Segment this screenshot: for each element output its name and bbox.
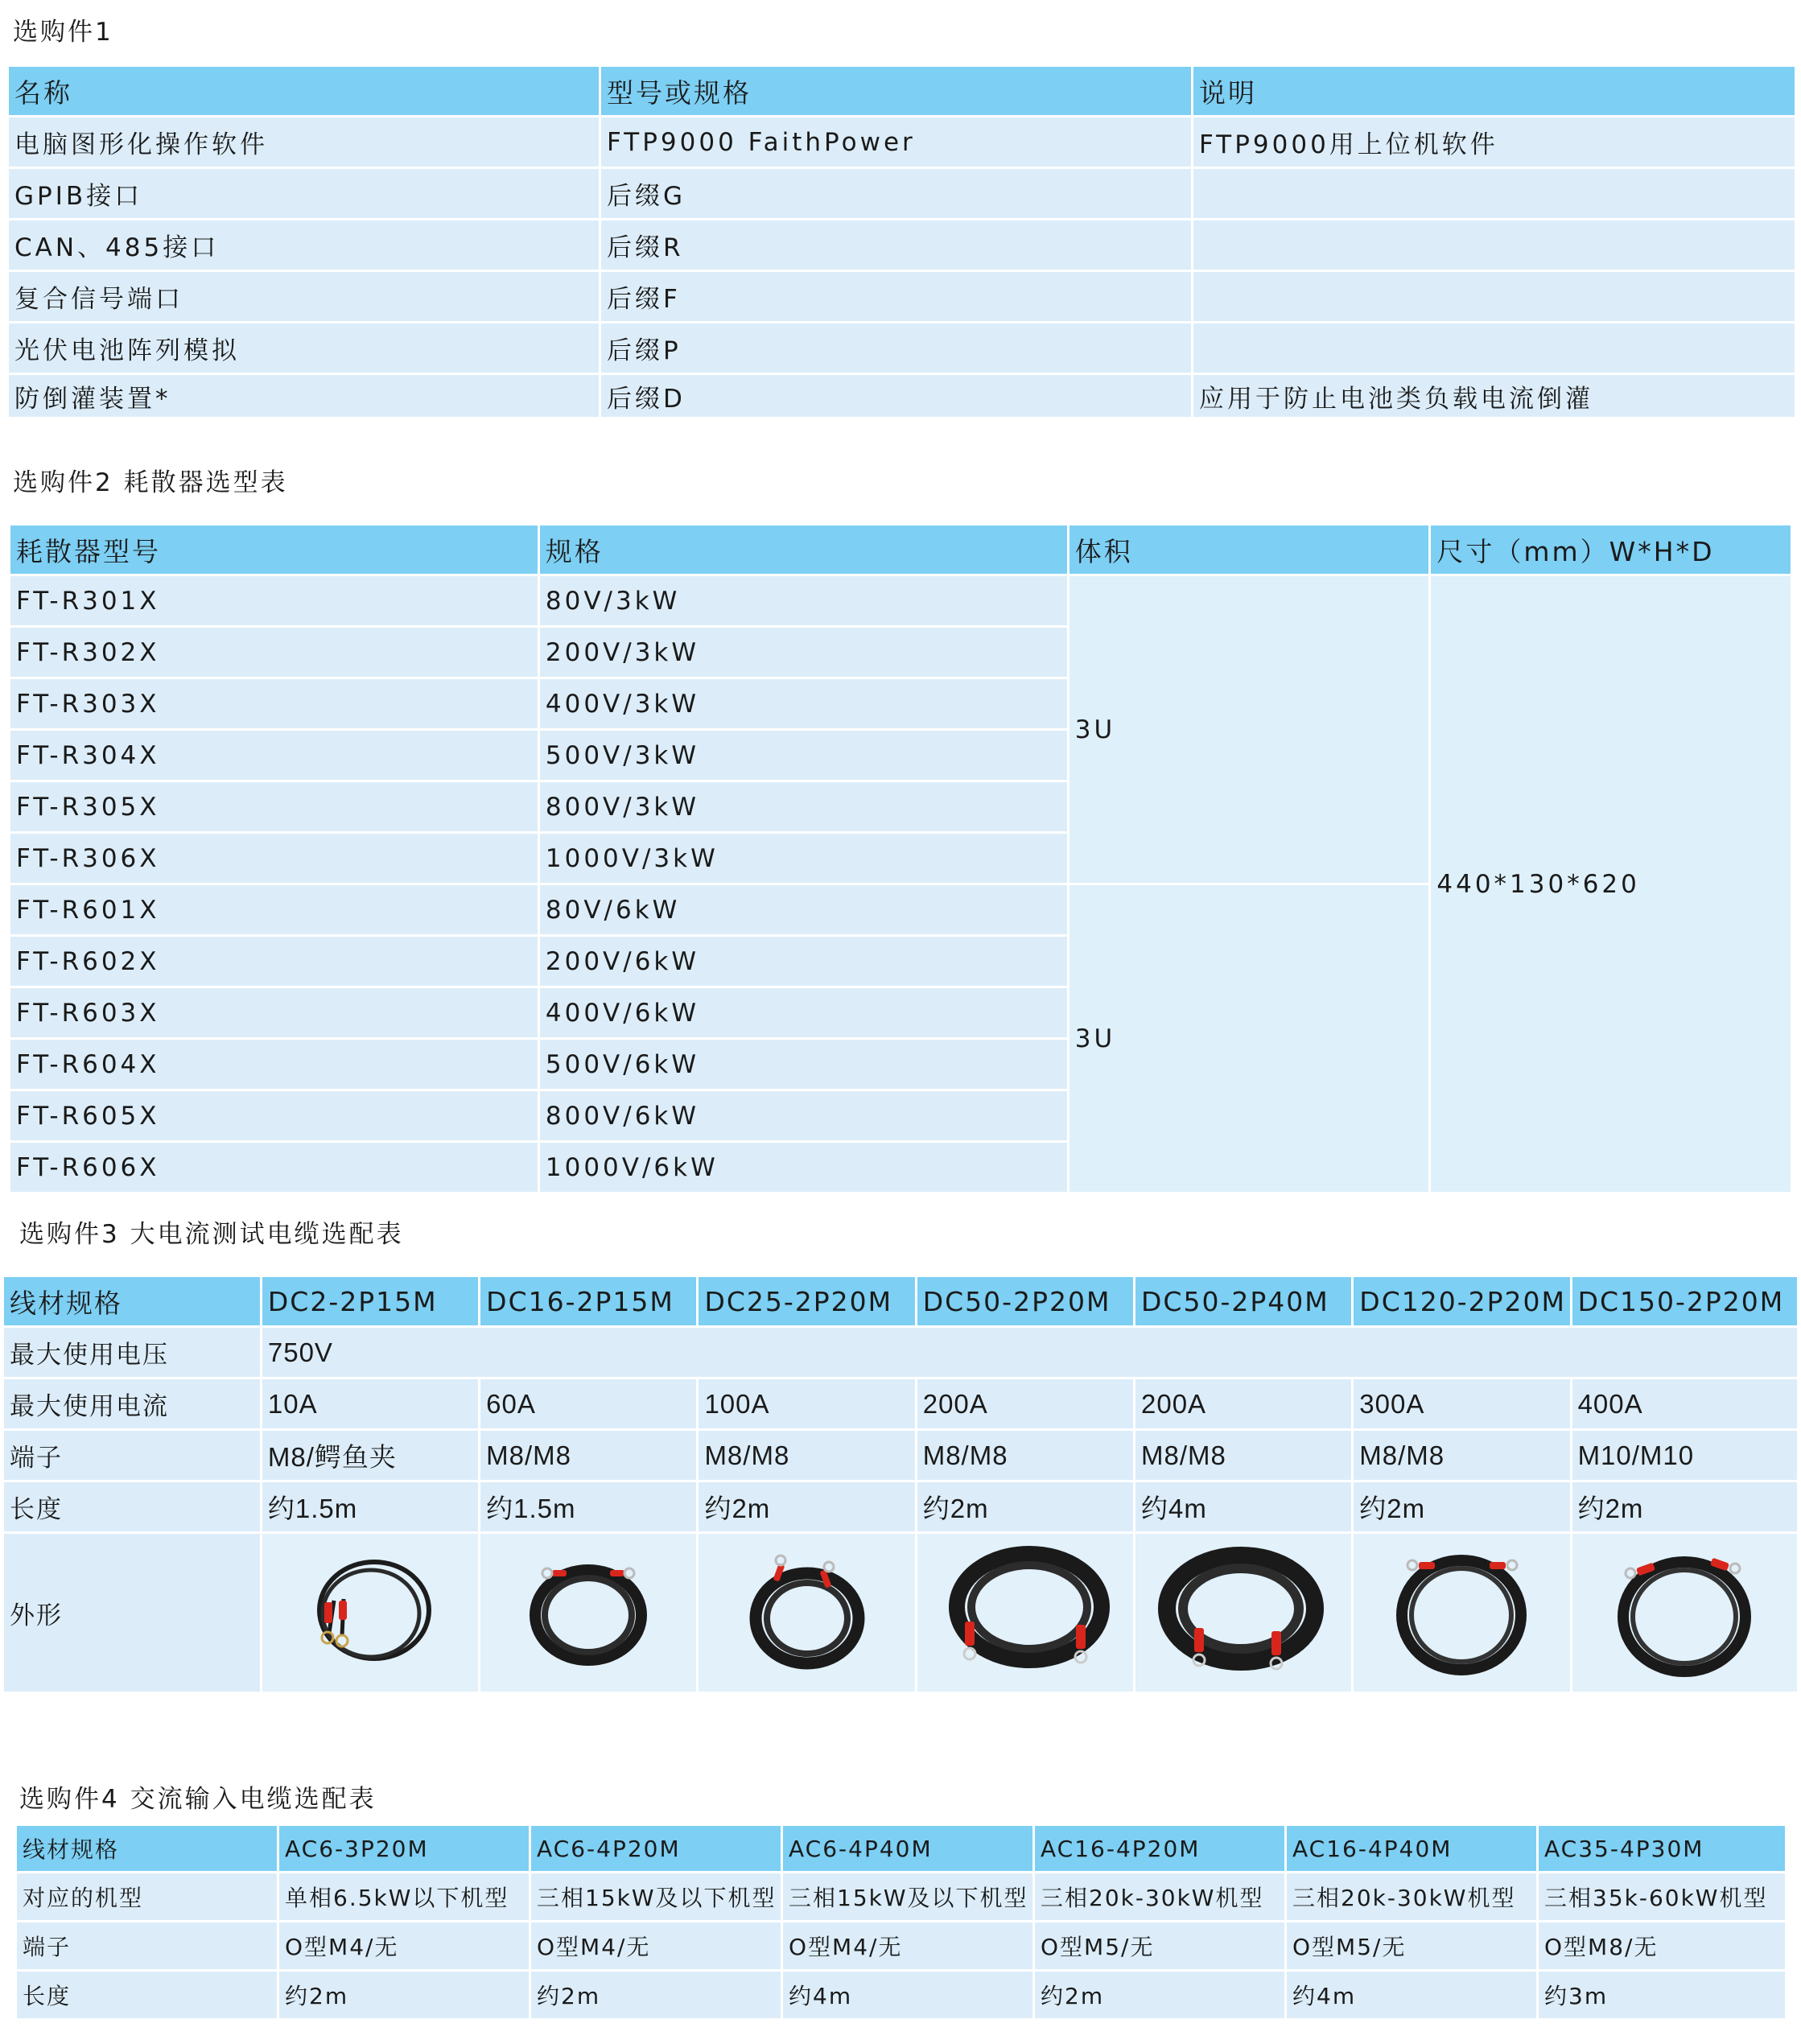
terminal-value: M8/M8 — [1354, 1431, 1569, 1480]
model-header: AC6-4P40M — [783, 1826, 1032, 1871]
table-cell: 后缀D — [601, 375, 1191, 417]
terminal-value: O型M4/无 — [783, 1922, 1032, 1969]
cable-image-cell — [1572, 1534, 1797, 1692]
table-cell: FT-R605X — [10, 1091, 538, 1140]
length-value: 约2m — [1572, 1482, 1797, 1531]
model-header: DC120-2P20M — [1354, 1277, 1569, 1325]
model-header: DC25-2P20M — [699, 1277, 914, 1325]
table-cell: 光伏电池阵列模拟 — [9, 323, 599, 373]
table-cell: FT-R304X — [10, 731, 538, 780]
row-label-max-current: 最大使用电流 — [4, 1379, 260, 1428]
table-cell: FT-R305X — [10, 782, 538, 831]
volume-cell-3kw: 3U — [1069, 576, 1429, 883]
row-header-cable-spec: 线材规格 — [17, 1826, 277, 1871]
table-cell: FT-R603X — [10, 988, 538, 1037]
accessory-table-1 — [6, 64, 1797, 419]
row-label-machine: 对应的机型 — [17, 1873, 277, 1920]
table-cell: FT-R601X — [10, 885, 538, 934]
row-label-max-voltage: 最大使用电压 — [4, 1328, 260, 1377]
model-header: AC35-4P30M — [1539, 1826, 1785, 1871]
model-header: AC16-4P20M — [1035, 1826, 1284, 1871]
row-label-length: 长度 — [4, 1482, 260, 1531]
cable-coil-dc120-image — [1385, 1544, 1538, 1681]
cable-coil-dc50-40m-image — [1151, 1544, 1336, 1681]
length-value: 约2m — [279, 1972, 529, 2018]
max-current-value: 60A — [480, 1379, 696, 1428]
length-value: 约4m — [1135, 1482, 1351, 1531]
table-cell: 800V/6kW — [540, 1091, 1067, 1140]
terminal-value: M8/鳄鱼夹 — [262, 1431, 478, 1480]
max-current-value: 100A — [699, 1379, 914, 1428]
table-cell: GPIB接口 — [9, 169, 599, 218]
cable-coil-dc50-20m-image — [933, 1544, 1118, 1681]
table-cell: 200V/6kW — [540, 937, 1067, 986]
ac-cable-table — [14, 1824, 1787, 2021]
dissipator-table — [8, 523, 1793, 1194]
table-cell: 800V/3kW — [540, 782, 1067, 831]
table-cell: CAN、485接口 — [9, 220, 599, 270]
cable-image-cell — [262, 1534, 478, 1692]
terminal-value: M8/M8 — [699, 1431, 914, 1480]
terminal-value: M8/M8 — [1135, 1431, 1351, 1480]
terminal-value: O型M5/无 — [1035, 1922, 1284, 1969]
table-cell: 80V/6kW — [540, 885, 1067, 934]
table-cell: 防倒灌装置* — [9, 375, 599, 417]
terminal-value: O型M5/无 — [1287, 1922, 1536, 1969]
table-cell: 后缀R — [601, 220, 1191, 270]
max-current-value: 200A — [1135, 1379, 1351, 1428]
cable-image-cell — [699, 1534, 914, 1692]
table-cell: 后缀G — [601, 169, 1191, 218]
table-cell: 200V/3kW — [540, 628, 1067, 677]
model-header: AC16-4P40M — [1287, 1826, 1536, 1871]
cable-coil-dc150-image — [1608, 1544, 1761, 1681]
table-cell: 1000V/6kW — [540, 1143, 1067, 1192]
length-value: 约4m — [1287, 1972, 1536, 2018]
table-cell — [1193, 323, 1795, 373]
table-cell: 400V/3kW — [540, 679, 1067, 728]
cable-coil-dc2-image — [302, 1552, 439, 1673]
row-label-length: 长度 — [17, 1972, 277, 2018]
length-value: 约2m — [531, 1972, 781, 2018]
max-current-value: 200A — [917, 1379, 1133, 1428]
terminal-value: M10/M10 — [1572, 1431, 1797, 1480]
model-header: AC6-3P20M — [279, 1826, 529, 1871]
model-header: DC16-2P15M — [480, 1277, 696, 1325]
dimensions-cell: 440*130*620 — [1431, 576, 1791, 1192]
table-cell: 后缀P — [601, 323, 1191, 373]
col-header-dissipator-model: 耗散器型号 — [10, 525, 538, 574]
col-header-model: 型号或规格 — [601, 67, 1191, 115]
table-cell — [1193, 272, 1795, 321]
cable-image-cell — [1354, 1534, 1569, 1692]
machine-value: 单相6.5kW以下机型 — [279, 1873, 529, 1920]
machine-value: 三相35k-60kW机型 — [1539, 1873, 1785, 1920]
table-cell: FT-R606X — [10, 1143, 538, 1192]
model-header: DC50-2P40M — [1135, 1277, 1351, 1325]
machine-value: 三相20k-30kW机型 — [1035, 1873, 1284, 1920]
col-header-desc: 说明 — [1193, 67, 1795, 115]
max-current-value: 300A — [1354, 1379, 1569, 1428]
model-header: DC150-2P20M — [1572, 1277, 1797, 1325]
col-header-dimensions: 尺寸（mm）W*H*D — [1431, 525, 1791, 574]
row-label-terminal: 端子 — [4, 1431, 260, 1480]
length-value: 约2m — [917, 1482, 1133, 1531]
table-cell: FT-R306X — [10, 834, 538, 883]
model-header: AC6-4P20M — [531, 1826, 781, 1871]
table-cell: FTP9000用上位机软件 — [1193, 117, 1795, 167]
volume-cell-6kw: 3U — [1069, 885, 1429, 1192]
section2-title: 选购件2 耗散器选型表 — [13, 468, 288, 497]
length-value: 约2m — [1354, 1482, 1569, 1531]
col-header-name: 名称 — [9, 67, 599, 115]
table-cell: FT-R602X — [10, 937, 538, 986]
row-label-terminal: 端子 — [17, 1922, 277, 1969]
section3-title: 选购件3 大电流测试电缆选配表 — [19, 1220, 404, 1249]
length-value: 约2m — [699, 1482, 914, 1531]
cable-coil-dc25-image — [739, 1552, 876, 1673]
max-current-value: 400A — [1572, 1379, 1797, 1428]
max-current-value: 10A — [262, 1379, 478, 1428]
section1-title: 选购件1 — [13, 18, 113, 47]
length-value: 约1.5m — [480, 1482, 696, 1531]
model-header: DC50-2P20M — [917, 1277, 1133, 1325]
table-cell: 400V/6kW — [540, 988, 1067, 1037]
table-cell — [1193, 169, 1795, 218]
row-label-appearance: 外形 — [4, 1534, 260, 1692]
table-cell: 500V/3kW — [540, 731, 1067, 780]
section4-title: 选购件4 交流输入电缆选配表 — [19, 1785, 377, 1814]
dc-cable-table — [2, 1275, 1799, 1694]
table-cell: FT-R301X — [10, 576, 538, 625]
machine-value: 三相15kW及以下机型 — [531, 1873, 781, 1920]
table-cell: FTP9000 FaithPower — [601, 117, 1191, 167]
table-cell: 80V/3kW — [540, 576, 1067, 625]
max-voltage-value: 750V — [262, 1328, 1797, 1377]
machine-value: 三相20k-30kW机型 — [1287, 1873, 1536, 1920]
table-cell: 应用于防止电池类负载电流倒灌 — [1193, 375, 1795, 417]
table-cell: FT-R303X — [10, 679, 538, 728]
table-cell: FT-R302X — [10, 628, 538, 677]
length-value: 约4m — [783, 1972, 1032, 2018]
table-cell: 复合信号端口 — [9, 272, 599, 321]
model-header: DC2-2P15M — [262, 1277, 478, 1325]
terminal-value: O型M4/无 — [279, 1922, 529, 1969]
terminal-value: O型M4/无 — [531, 1922, 781, 1969]
table-cell: 500V/6kW — [540, 1040, 1067, 1089]
table-cell: 后缀F — [601, 272, 1191, 321]
table-cell: FT-R604X — [10, 1040, 538, 1089]
cable-image-cell — [917, 1534, 1133, 1692]
machine-value: 三相15kW及以下机型 — [783, 1873, 1032, 1920]
length-value: 约1.5m — [262, 1482, 478, 1531]
col-header-spec: 规格 — [540, 525, 1067, 574]
table-cell: 1000V/3kW — [540, 834, 1067, 883]
length-value: 约2m — [1035, 1972, 1284, 2018]
row-header-cable-spec: 线材规格 — [4, 1277, 260, 1325]
table-cell — [1193, 220, 1795, 270]
col-header-volume: 体积 — [1069, 525, 1429, 574]
terminal-value: M8/M8 — [917, 1431, 1133, 1480]
length-value: 约3m — [1539, 1972, 1785, 2018]
terminal-value: M8/M8 — [480, 1431, 696, 1480]
cable-image-cell — [480, 1534, 696, 1692]
cable-coil-dc16-image — [520, 1552, 657, 1673]
table-cell: 电脑图形化操作软件 — [9, 117, 599, 167]
cable-image-cell — [1135, 1534, 1351, 1692]
terminal-value: O型M8/无 — [1539, 1922, 1785, 1969]
